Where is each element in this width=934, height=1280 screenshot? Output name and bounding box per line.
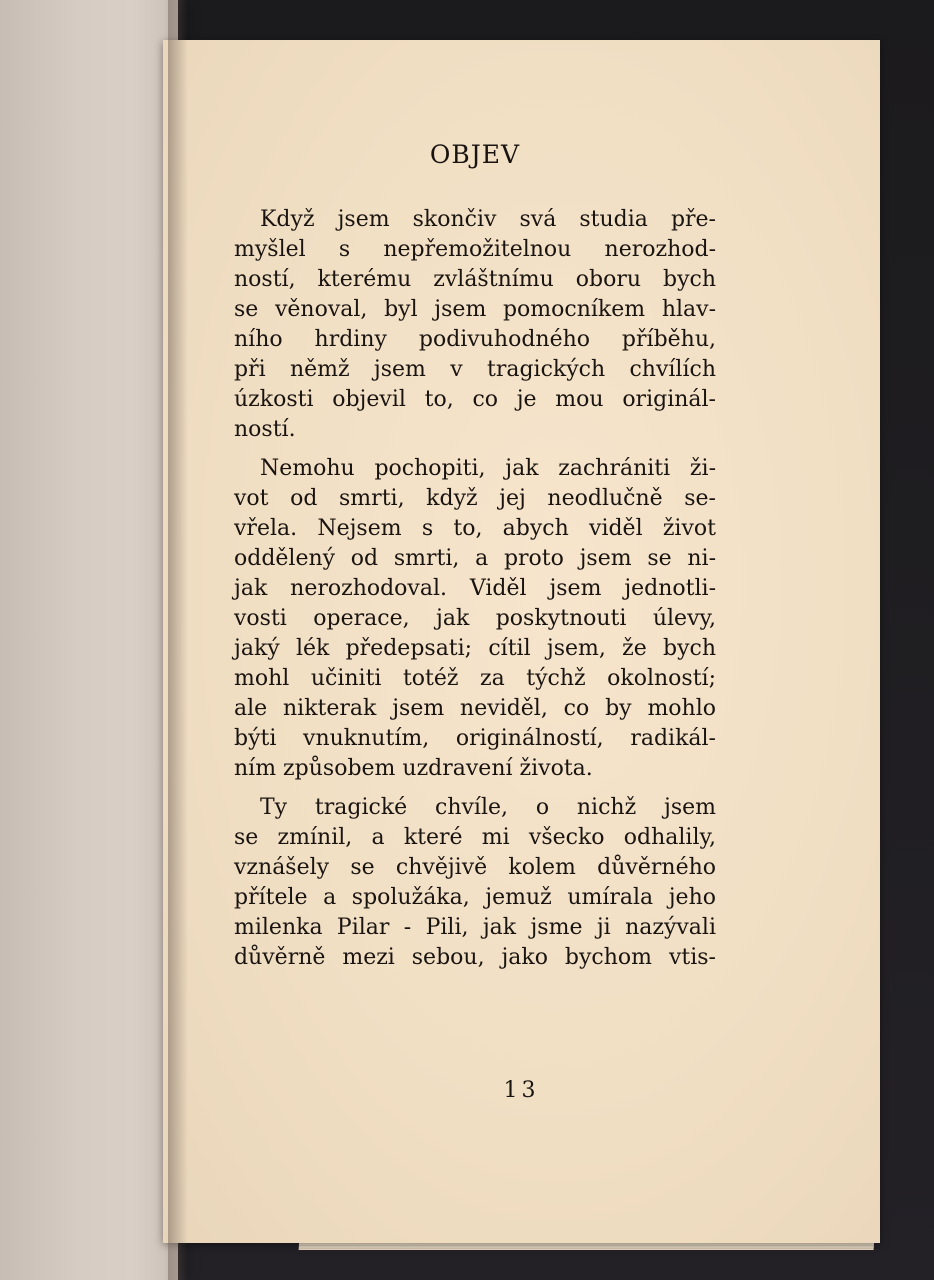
- text-line: ností, kterému zvláštnímu oboru bych: [234, 267, 716, 292]
- book-gutter: [168, 0, 188, 1280]
- text-line: přítele a spolužáka, jemuž umírala jeho: [234, 885, 716, 910]
- text-line: úzkosti objevil to, co je mou originál-: [234, 387, 716, 412]
- text-line: milenka Pilar - Pili, jak jsme ji nazývali: [234, 915, 716, 940]
- text-line: se zmínil, a které mi všecko odhalily,: [234, 825, 716, 850]
- text-line: se věnoval, byl jsem pomocníkem hlav-: [234, 297, 716, 322]
- text-line: jaký lék předepsati; cítil jsem, že bych: [234, 636, 716, 661]
- text-line: ale nikterak jsem neviděl, co by mohlo: [234, 696, 716, 721]
- paragraph-3: [234, 793, 716, 973]
- page-number: 13: [503, 1078, 540, 1103]
- text-line: ního hrdiny podivuhodného příběhu,: [234, 327, 716, 352]
- text-line: mohl učiniti totéž za týchž okolností;: [234, 666, 716, 691]
- text-line: při němž jsem v tragických chvílích: [234, 357, 716, 382]
- text-line: oddělený od smrti, a proto jsem se ni-: [234, 546, 716, 571]
- text-line: Ty tragické chvíle, o nichž jsem: [260, 795, 716, 820]
- text-line: vznášely se chvějivě kolem důvěrného: [234, 855, 716, 880]
- text-line: ním způsobem uzdravení života.: [234, 756, 593, 781]
- right-page: [163, 40, 880, 1243]
- text-line: vot od smrti, když jej neodlučně se-: [234, 486, 716, 511]
- page-content: [234, 140, 716, 982]
- text-line: býti vnuknutím, originálností, radikál-: [234, 726, 716, 751]
- paragraph-2: [234, 454, 716, 784]
- text-line: jak nerozhodoval. Viděl jsem jednotli-: [234, 576, 716, 601]
- text-line: Když jsem skončiv svá studia pře-: [260, 207, 716, 232]
- text-line: ností.: [234, 417, 296, 442]
- text-line: vřela. Nejsem s to, abych viděl život: [234, 516, 716, 541]
- text-line: důvěrně mezi sebou, jako bychom vtis-: [234, 945, 716, 970]
- text-line: myšlel s nepřemožitelnou nerozhod-: [234, 237, 716, 262]
- chapter-title: OBJEV: [429, 140, 521, 169]
- paragraph-1: [234, 205, 716, 445]
- text-line: vosti operace, jak poskytnouti úlevy,: [234, 606, 716, 631]
- text-line: Nemohu pochopiti, jak zachrániti ži-: [260, 456, 716, 481]
- left-page: [0, 0, 178, 1280]
